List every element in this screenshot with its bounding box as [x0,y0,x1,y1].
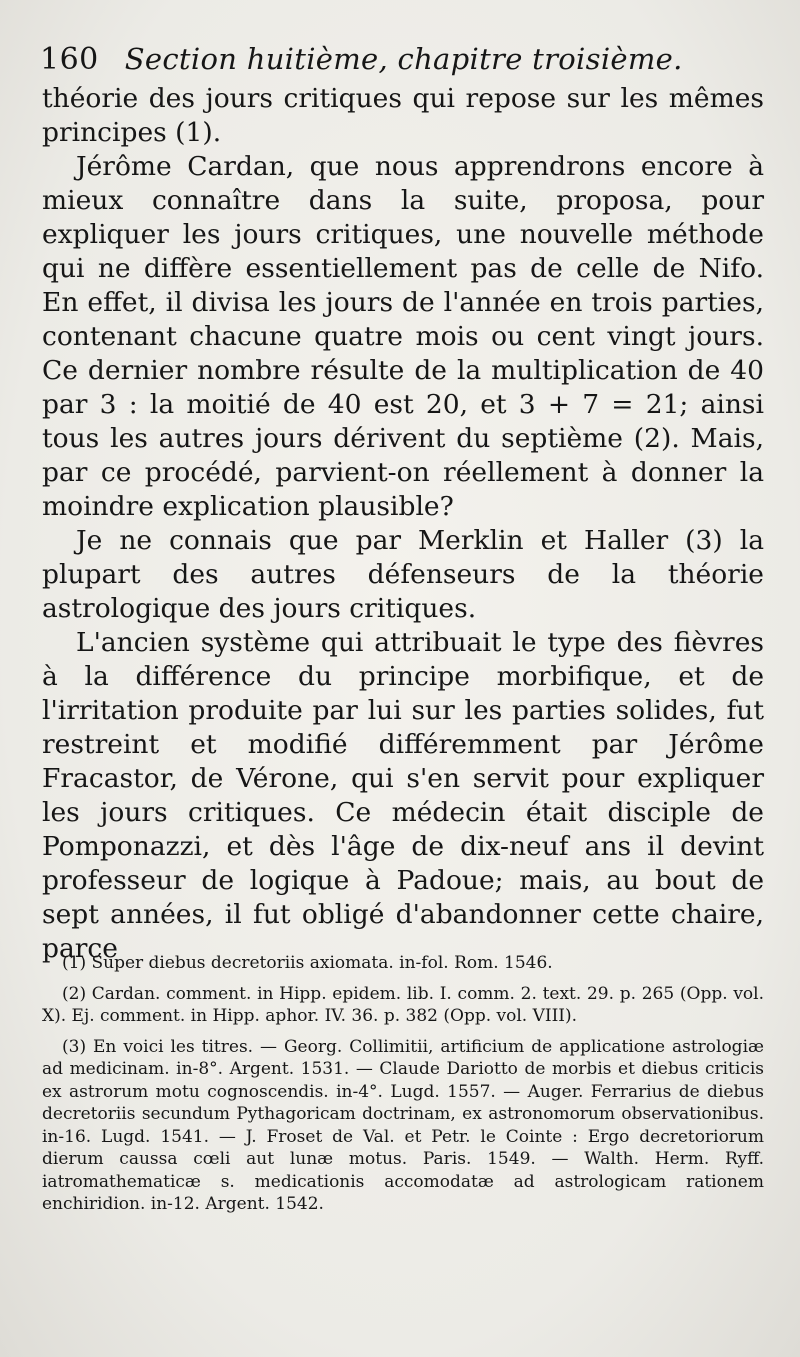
page-header [40,42,780,82]
main-text [42,82,764,966]
running-title: Section huitième, chapitre troisième. [124,42,683,76]
footnote-1: (1) Super diebus decretoriis axiomata. in-fol. Rom. 1546. [62,953,553,973]
paragraph-continued: théorie des jours critiques qui repose sur les mêmes principes (1). [42,83,764,148]
paragraph-cardan: Jérôme Cardan, que nous apprendrons encore à mieux connaître dans la suite, proposa, pour expliquer les jours critiques, une nouvelle méthode qui ne diffère essentiellement pas de celle de Nifo. En effet, il divisa les jours de l'année en trois parties, contenant chacune quatre mois ou cent vingt jours. Ce dernier nombre résulte de la multiplication de 40 par 3 : la moitié de 40 est 20, et 3 + 7 = 21; ainsi tous les autres jours dérivent du septième (2). Mais, par ce procédé, parvient-on réellement à donner la moindre explication plausible? [42,151,764,522]
footnotes [42,952,764,1224]
footnote-3: (3) En voici les titres. — Georg. Collimitii, artificium de applicatione astrologiæ ad medicinam. in-8°. Argent. 1531. — Claude Dariotto de morbis et diebus criticis ex astrorum motu cognoscendis. in-4°. Lugd. 1557. — Auger. Ferrarius de diebus decretoriis secundum Pythagoricam doctrinam, ex astronomorum observationibus. in-16. Lugd. 1541. — J. Froset de Val. et Petr. le Cointe : Ergo decretoriorum dierum caussa cœli aut lunæ motus. Paris. 1549. — Walth. Herm. Ryff. iatromathematicæ s. medicationis accomodatæ ad astrologicam rationem enchiridion. in-12. Argent. 1542. [42,1036,764,1214]
page-number: 160 [40,42,99,77]
paragraph-merklin-haller: Je ne connais que par Merklin et Haller (3) la plupart des autres défenseurs de la théorie astrologique des jours critiques. [42,525,764,624]
footnote-2: (2) Cardan. comment. in Hipp. epidem. lib. I. comm. 2. text. 29. p. 265 (Opp. vol. X). Ej. comment. in Hipp. aphor. IV. 36. p. 382 (Opp. vol. VIII). [42,983,764,1026]
paragraph-fracastor: L'ancien système qui attribuait le type des fièvres à la différence du principe morbifique, et de l'irritation produite par lui sur les parties solides, fut restreint et modifié différemment par Jérôme Fracastor, de Vérone, qui s'en servit pour expliquer les jours critiques. Ce médecin était disciple de Pomponazzi, et dès l'âge de dix-neuf ans il devint professeur de logique à Padoue; mais, au bout de sept années, il fut obligé d'abandonner cette chaire, parce [42,627,764,964]
